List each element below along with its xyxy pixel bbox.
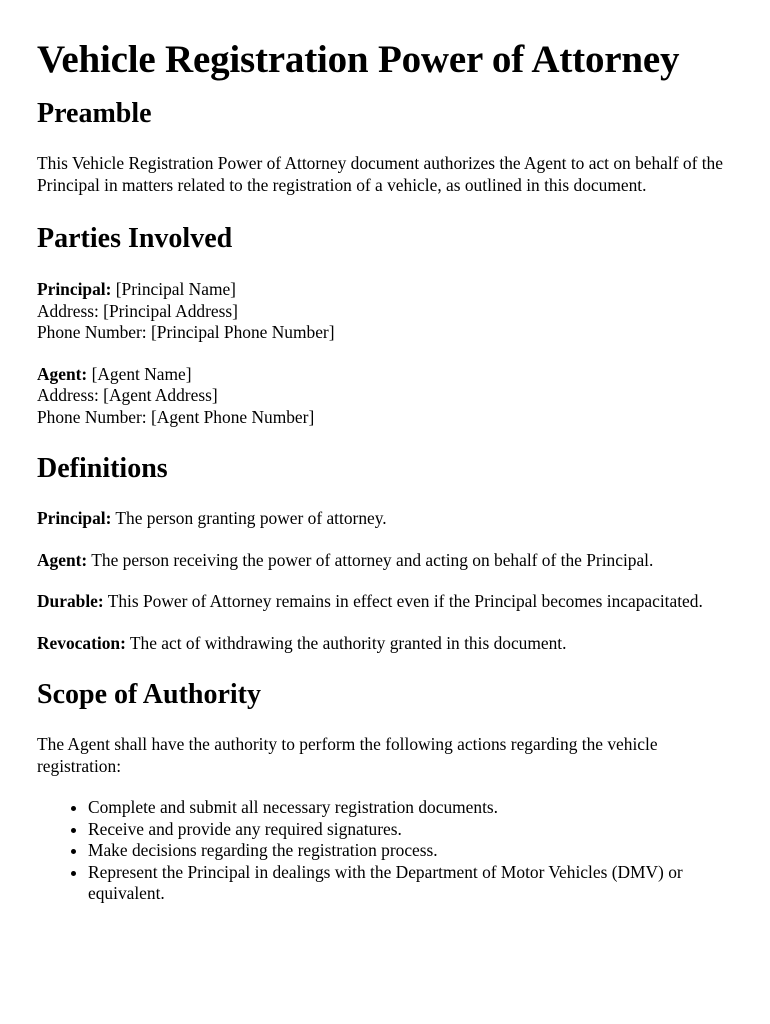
scope-list-item: • Make decisions regarding the registration process. <box>88 840 733 862</box>
preamble-text: This Vehicle Registration Power of Attorney document authorizes the Agent to act on behalf of the Principal in matters related to the registration of a vehicle, as outlined in this document. <box>37 153 723 195</box>
agent-name-line <box>37 364 733 386</box>
definition-item <box>37 508 733 530</box>
principal-block <box>37 279 733 344</box>
principal-name: [Principal Name] <box>111 279 236 299</box>
definition-item <box>37 591 733 613</box>
definition-text: The person granting power of attorney. <box>111 508 387 528</box>
definition-text: The act of withdrawing the authority granted in this document. <box>125 632 567 653</box>
scope-list <box>37 797 733 905</box>
parties-heading: Parties Involved <box>37 223 233 254</box>
document-title: Vehicle Registration Power of Attorney <box>37 38 680 81</box>
scope-list-item: • Receive and provide any required signatures. <box>88 819 733 841</box>
principal-address: Address: [Principal Address] <box>37 300 238 321</box>
definition-text: The person receiving the power of attorney and acting on behalf of the Principal. <box>87 549 654 570</box>
definitions-heading: Definitions <box>37 453 168 484</box>
definition-term: Durable: <box>37 591 104 611</box>
scope-heading: Scope of Authority <box>37 679 261 710</box>
agent-label: Agent: <box>37 363 88 384</box>
agent-name: [Agent Name] <box>87 363 192 384</box>
definition-term: Agent: <box>37 549 88 570</box>
preamble-heading: Preamble <box>37 98 152 129</box>
definition-item <box>37 633 733 655</box>
scope-list-item: • Represent the Principal in dealings with the Department of Motor Vehicles (DMV) or equivalent. <box>88 862 733 905</box>
definition-text: This Power of Attorney remains in effect even if the Principal becomes incapacitated. <box>103 591 703 611</box>
principal-phone: Phone Number: [Principal Phone Number] <box>37 322 335 342</box>
agent-address: Address: [Agent Address] <box>37 385 218 405</box>
agent-block <box>37 364 733 429</box>
definition-item <box>37 550 733 572</box>
definition-term: Principal: <box>37 508 112 528</box>
principal-label: Principal: <box>37 279 112 299</box>
principal-name-line <box>37 279 733 301</box>
agent-phone: Phone Number: [Agent Phone Number] <box>37 406 315 427</box>
scope-intro: The Agent shall have the authority to perform the following actions regarding the vehicle registration: <box>37 734 658 776</box>
definition-term: Revocation: <box>37 632 126 653</box>
scope-list-item: • Complete and submit all necessary registration documents. <box>88 797 733 819</box>
